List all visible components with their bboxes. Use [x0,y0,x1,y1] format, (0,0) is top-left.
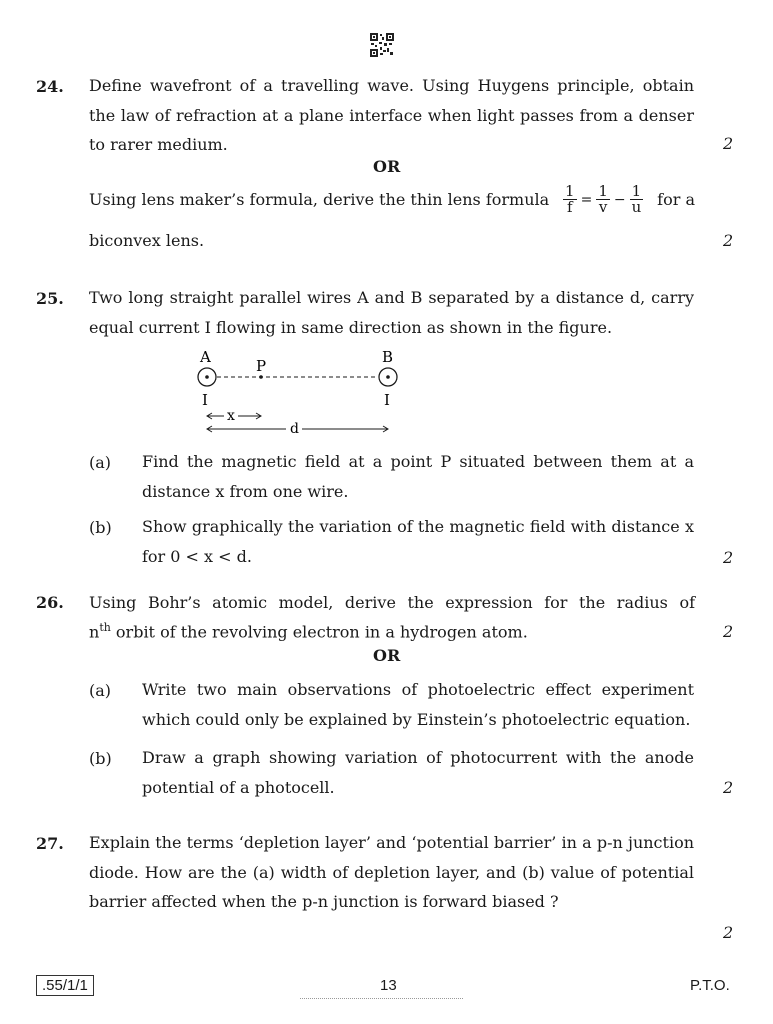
figure-current-a: I [202,391,208,409]
question-26-a-label: (a) [89,681,112,700]
figure-current-b: I [384,391,390,409]
question-number-27: 27. [36,834,64,853]
question-25-a-label: (a) [89,453,112,472]
question-24-text: Define wavefront of a travelling wave. Using Huygens principle, obtain the law of refraction at a plane interface when light passes from a denser to rarer medium. [89,76,694,154]
figure-label-a: A [200,348,211,366]
fraction-1-v [596,184,610,215]
fraction-denominator: f [567,198,573,216]
question-25-b-label: (b) [89,518,112,537]
question-25-b-text: Show graphically the variation of the magnetic field with distance x for 0 < x < d. [142,517,694,566]
fraction-numerator: 1 [631,182,642,200]
question-25-a-text: Find the magnetic field at a point P situated between them at a distance x from one wire. [142,452,694,501]
footer-dotted-line [300,998,463,999]
fraction-numerator: 1 [598,182,608,200]
equals-sign: = [580,191,593,208]
thin-lens-formula [562,184,644,215]
question-24-alt-text-after: for a [657,190,695,209]
question-26-text-line1: Using Bohr’s atomic model, derive the expression for the radius of [89,593,695,612]
question-25-marks: 2 [723,548,734,567]
question-number-26: 26. [36,593,64,612]
question-26-text-rest: orbit of the revolving electron in a hydrogen atom. [110,622,528,642]
question-27-marks: 2 [723,923,734,942]
figure-dist-d: d [290,421,299,437]
figure-label-b: B [382,348,394,366]
question-24-alt-text-line2: biconvex lens. [89,231,205,250]
question-26-marks: 2 [723,622,734,641]
fraction-denominator: u [631,198,642,216]
wire-b-dot [386,375,390,379]
question-26-a-text: Write two main observations of photoelectric effect experiment which could only be explained by Einstein’s photoelectric equation. [142,680,694,729]
figure-dist-x: x [227,408,235,424]
wires-figure [180,343,420,438]
question-25-text: Two long straight parallel wires A and B separated by a distance d, carry equal current I flowing in same direction as shown in the figure. [89,288,694,337]
question-26-text-n: n [89,622,100,642]
wire-a-dot [205,375,209,379]
fraction-denominator: v [598,198,608,216]
fraction-1-u [630,184,644,215]
minus-sign: − [613,191,626,208]
question-24-alt-text-before: Using lens maker’s formula, derive the thin lens formula [89,190,550,209]
question-26-b-label: (b) [89,749,112,768]
please-turn-over: P.T.O. [690,977,730,994]
question-27-text: Explain the terms ‘depletion layer’ and ‘potential barrier’ in a p-n junction diode. How are the (a) width of depletion layer, and (b) value of potential barrier affected when the p-n junction is forward biased ? [89,833,694,911]
question-24-marks: 2 [723,134,734,153]
qr-code-icon [370,33,394,57]
page-number: 13 [380,977,397,994]
paper-code: .55/1/1 [36,975,94,996]
fraction-1-f [563,184,577,215]
question-26-b-text: Draw a graph showing variation of photocurrent with the anode potential of a photocell. [142,748,694,797]
question-24-alt-marks: 2 [723,231,734,250]
question-24-alternative-line [89,184,695,215]
point-p-dot [259,375,263,379]
figure-label-p: P [256,357,267,375]
fraction-numerator: 1 [565,182,575,200]
question-number-24: 24. [36,77,64,96]
question-number-25: 25. [36,289,64,308]
question-26-alt-marks: 2 [723,778,734,797]
question-26-text-line2 [89,621,528,641]
question-26-text-sup: th [99,621,111,634]
question-26-or: OR [373,646,401,665]
question-24-or: OR [373,157,401,176]
